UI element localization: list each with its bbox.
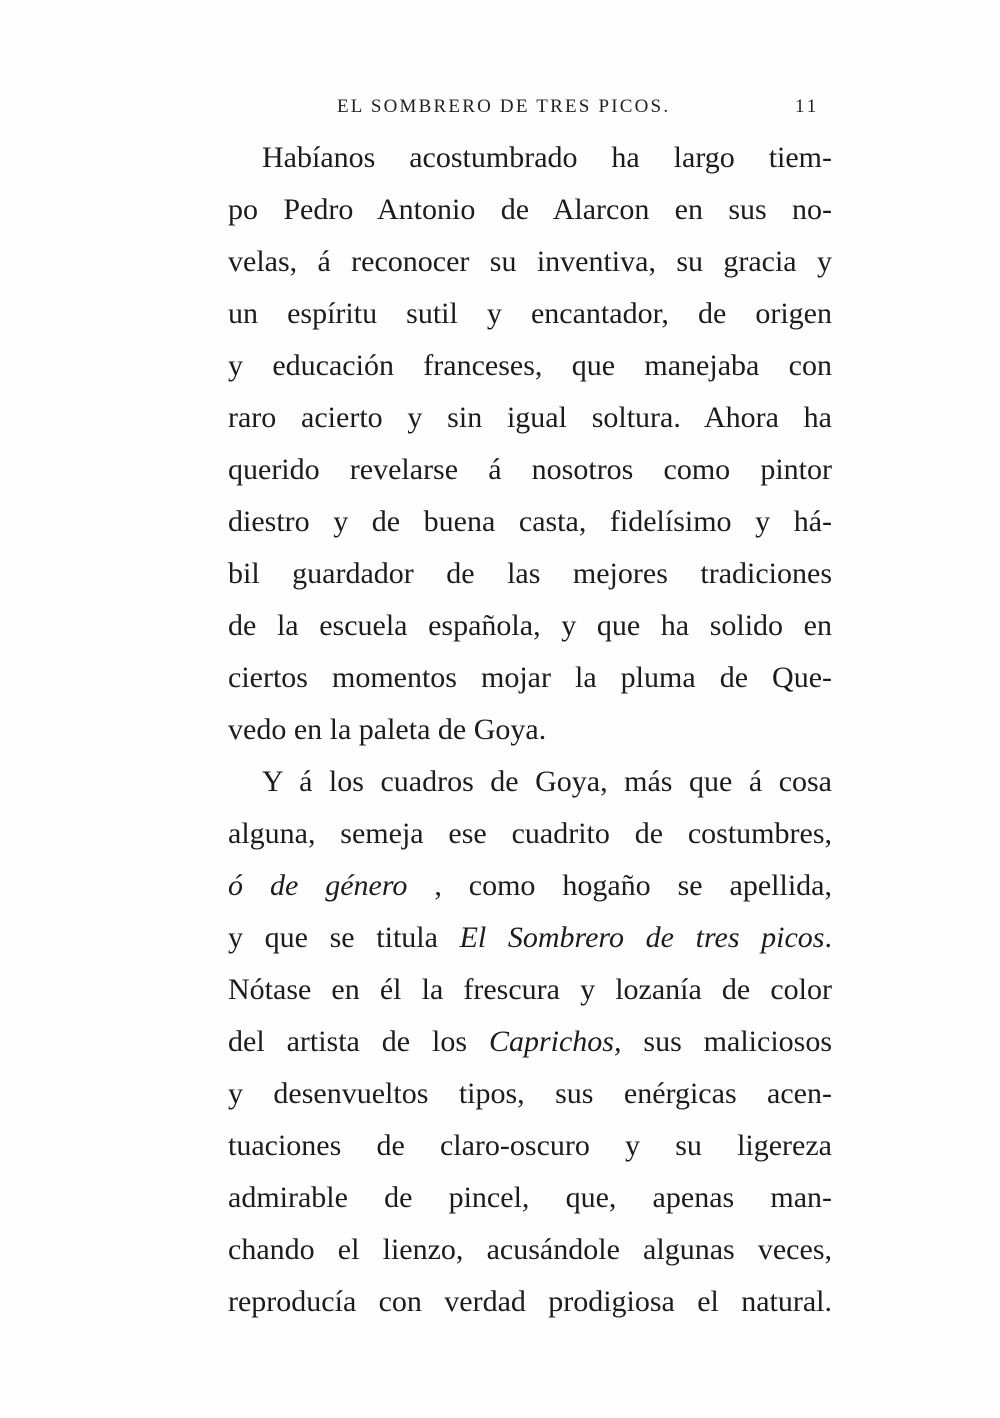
text-line: velas, á reconocer su inventiva, su gracia y bbox=[228, 245, 832, 278]
text-line: raro acierto y sin igual soltura. Ahora ha bbox=[228, 401, 832, 434]
text-line: tuaciones de claro-oscuro y su ligereza bbox=[228, 1129, 832, 1162]
text-line: chando el lienzo, acusándole algunas veces, bbox=[228, 1233, 832, 1266]
text-line: vedo en la paleta de Goya. bbox=[228, 713, 547, 746]
text-line: y desenvueltos tipos, sus enérgicas acen- bbox=[228, 1077, 832, 1110]
text-line: reproducía con verdad prodigiosa el natural. bbox=[228, 1285, 832, 1318]
text-line-mixed: y que se titula El Sombrero de tres picos. bbox=[228, 921, 832, 954]
text-line: y educación franceses, que manejaba con bbox=[228, 349, 832, 382]
text-line: Habíanos acostumbrado ha largo tiem- bbox=[262, 141, 832, 174]
italic-title: El Sombrero de tres picos bbox=[459, 921, 825, 954]
text-line: querido revelarse á nosotros como pintor bbox=[228, 453, 832, 486]
text-line: ciertos momentos mojar la pluma de Que- bbox=[228, 661, 832, 694]
text-line: de la escuela española, y que ha solido en bbox=[228, 609, 832, 642]
running-head: EL SOMBRERO DE TRES PICOS. bbox=[337, 96, 671, 117]
text-line: diestro y de buena casta, fidelísimo y há- bbox=[228, 505, 832, 538]
text-line: alguna, semeja ese cuadrito de costumbres, bbox=[228, 817, 832, 850]
text-line: po Pedro Antonio de Alarcon en sus no- bbox=[228, 193, 832, 226]
text-line: bil guardador de las mejores tradiciones bbox=[228, 557, 832, 590]
text-line: admirable de pincel, que, apenas man- bbox=[228, 1181, 832, 1214]
italic-title: Caprichos, bbox=[488, 1025, 622, 1058]
paragraph-2 bbox=[228, 756, 832, 1328]
text-line: Y á los cuadros de Goya, más que á cosa bbox=[262, 765, 832, 798]
text-line-mixed: ó de género , como hogaño se apellida, bbox=[228, 869, 832, 902]
text-line: Nótase en él la frescura y lozanía de color bbox=[228, 973, 832, 1006]
italic-term: ó de género bbox=[228, 869, 408, 902]
page-number: 11 bbox=[795, 96, 820, 117]
text-line: un espíritu sutil y encantador, de origen bbox=[228, 297, 832, 330]
paragraph-1 bbox=[228, 132, 832, 756]
text-line-mixed: del artista de los Caprichos, sus maliciosos bbox=[228, 1025, 832, 1058]
